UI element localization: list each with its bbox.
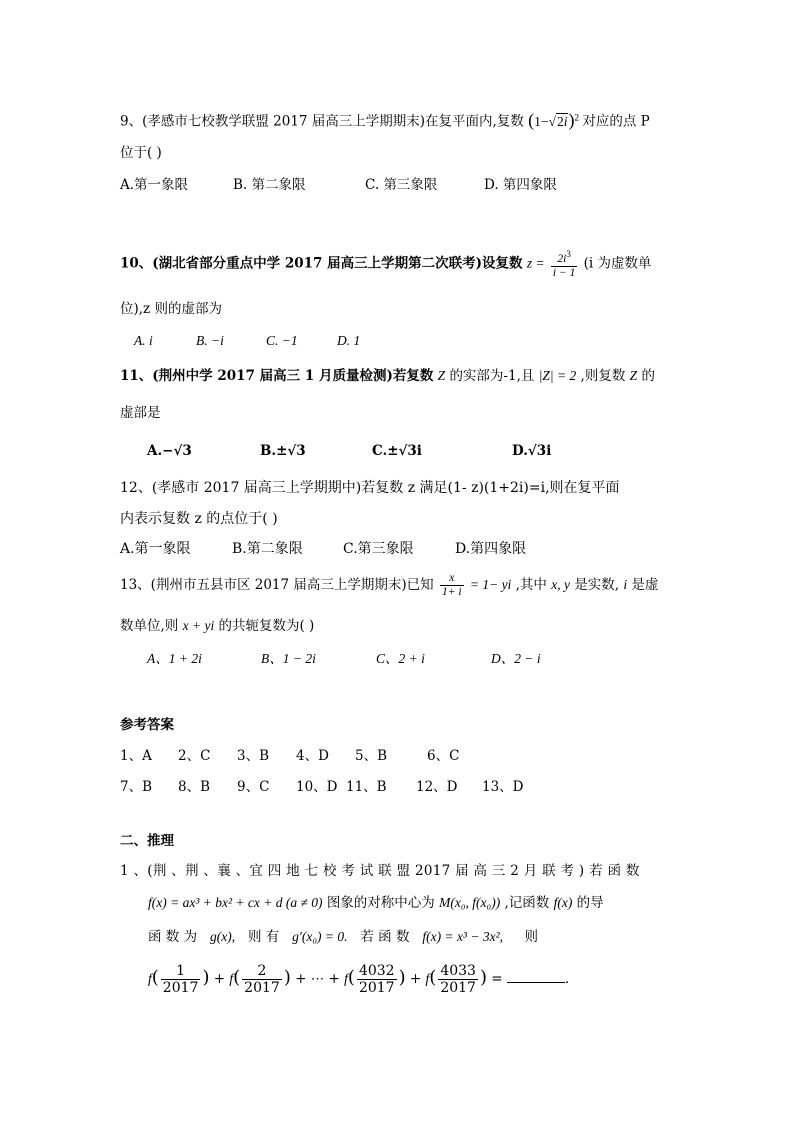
q12-option-c: C.第三象限: [343, 541, 414, 557]
q9-line2: 位于( ): [120, 145, 162, 161]
answers-heading: 参考答案: [120, 717, 174, 733]
q10-suffix: (i 为虚数单: [583, 255, 652, 272]
q11-line1: 11、(荆州中学 2017 届高三 1 月质量检测)若复数 Z 的实部为-1,且 |Z| = 2 ,则复数 Z 的: [120, 368, 655, 384]
q10-fraction: $\frac{2i^3}{i - 1}$: [552, 249, 576, 279]
section2-q1-line3: 函 数 为 g(x), 则 有 g′(x₀) = 0. 若 函 数 f(x) = x³ − 3x², 则: [148, 929, 538, 945]
answer-10: 10、D: [296, 779, 338, 795]
q13-fraction: $\frac{x}{1+ i}$: [441, 572, 462, 598]
q11-prefix: 11、(荆州中学 2017 届高三 1 月质量检测)若复数: [120, 368, 434, 384]
q9-option-a: A.第一象限: [120, 177, 189, 193]
q13-option-b: B、1 − 2i: [261, 651, 316, 666]
answer-8: 8、B: [178, 779, 211, 795]
q9-option-b: B. 第二象限: [233, 177, 306, 193]
q10-option-b: B. −i: [196, 333, 224, 348]
frac-2: $\frac{2}{2017}$: [244, 963, 280, 996]
q12-line2: 内表示复数 z 的点位于( ): [120, 511, 278, 527]
q9-suffix: 对应的点 P: [582, 113, 650, 130]
q10-line2: 位),z 则的虚部为: [120, 301, 222, 317]
answer-11: 11、B: [346, 779, 387, 795]
q13-option-c: C、2 + i: [376, 651, 425, 666]
answer-3: 3、B: [237, 748, 270, 764]
q9-option-d: D. 第四象限: [484, 177, 557, 193]
q12-option-d: D.第四象限: [455, 541, 527, 557]
q13-line2: 数单位,则 x + yi 的共轭复数为( ): [120, 618, 315, 634]
q12-option-a: A.第一象限: [120, 541, 191, 557]
q11-option-c: C.±√3i: [372, 443, 422, 459]
q13-option-d: D、2 − i: [491, 651, 541, 666]
q9-prefix: 9、(孝感市七校教学联盟 2017 届高三上学期期末)在复平面内,复数: [120, 113, 524, 130]
q10-option-d: D. 1: [337, 333, 361, 348]
q11-option-a: A.−√3: [147, 443, 192, 459]
frac-3: $\frac{4032}{2017}$: [358, 963, 395, 996]
answer-6: 6、C: [427, 748, 460, 764]
q12-line1: 12、(孝感市 2017 届高三上学期期中)若复数 z 满足(1- z)(1+2i)=i,则在复平面: [120, 480, 620, 496]
answer-4: 4、D: [296, 748, 329, 764]
q9-expression: $(1-√2i)^2$: [528, 109, 579, 130]
answer-7: 7、B: [120, 779, 153, 795]
section2-heading: 二、推理: [120, 833, 174, 849]
q9-line1: [120, 108, 650, 131]
section2-q1-line2: f(x) = ax³ + bx² + cx + d (a ≠ 0) 图象的对称中心为 M(x₀, f(x₀)) ,记函数 f(x) 的导: [148, 895, 604, 911]
q11-line2: 虚部是: [120, 405, 161, 421]
answer-13: 13、D: [482, 779, 524, 795]
frac-1: $\frac{1}{2017}$: [162, 963, 199, 996]
answer-5: 5、B: [355, 748, 388, 764]
answer-blank: [507, 968, 565, 983]
q10-line1: [120, 248, 652, 280]
q9-option-c: C. 第三象限: [365, 177, 438, 193]
q13-line1: 13、(荆州市五县市区 2017 届高三上学期期末)已知 $\frac{x}{1+ i}$ = 1− yi ,其中 x, y 是实数, i 是虚: [120, 572, 659, 598]
q10-z-eq: z =: [526, 255, 545, 271]
frac-4: $\frac{4033}{2017}$: [440, 963, 476, 996]
answer-12: 12、D: [416, 779, 458, 795]
q11-option-d: D.√3i: [512, 443, 552, 459]
section2-q1-line4: f( $\frac{1}{2017}$ ) + f( $\frac{2}{2017}$ ) + ⋯ + f( $\frac{4032}{2017}$ ) + f( $\frac{4033}{2017}$ ) = .: [148, 963, 570, 996]
q10-option-c: C. −1: [266, 333, 298, 348]
answer-2: 2、C: [178, 748, 211, 764]
q13-prefix: 13、(荆州市五县市区 2017 届高三上学期期末)已知: [120, 577, 434, 593]
answer-9: 9、C: [237, 779, 270, 795]
q10-option-a: A. i: [134, 333, 153, 348]
q12-option-b: B.第二象限: [232, 541, 303, 557]
q13-option-a: A、1 + 2i: [147, 651, 202, 666]
section2-q1-line1: 1 、(荆 、荆 、襄 、宜 四 地 七 校 考 试 联 盟 2017 届 高 三 2 月 联 考 ) 若 函 数: [120, 863, 640, 879]
q11-option-b: B.±√3: [260, 443, 306, 459]
q10-prefix: 10、(湖北省部分重点中学 2017 届高三上学期第二次联考)设复数: [120, 255, 523, 272]
answer-1: 1、A: [120, 748, 152, 764]
